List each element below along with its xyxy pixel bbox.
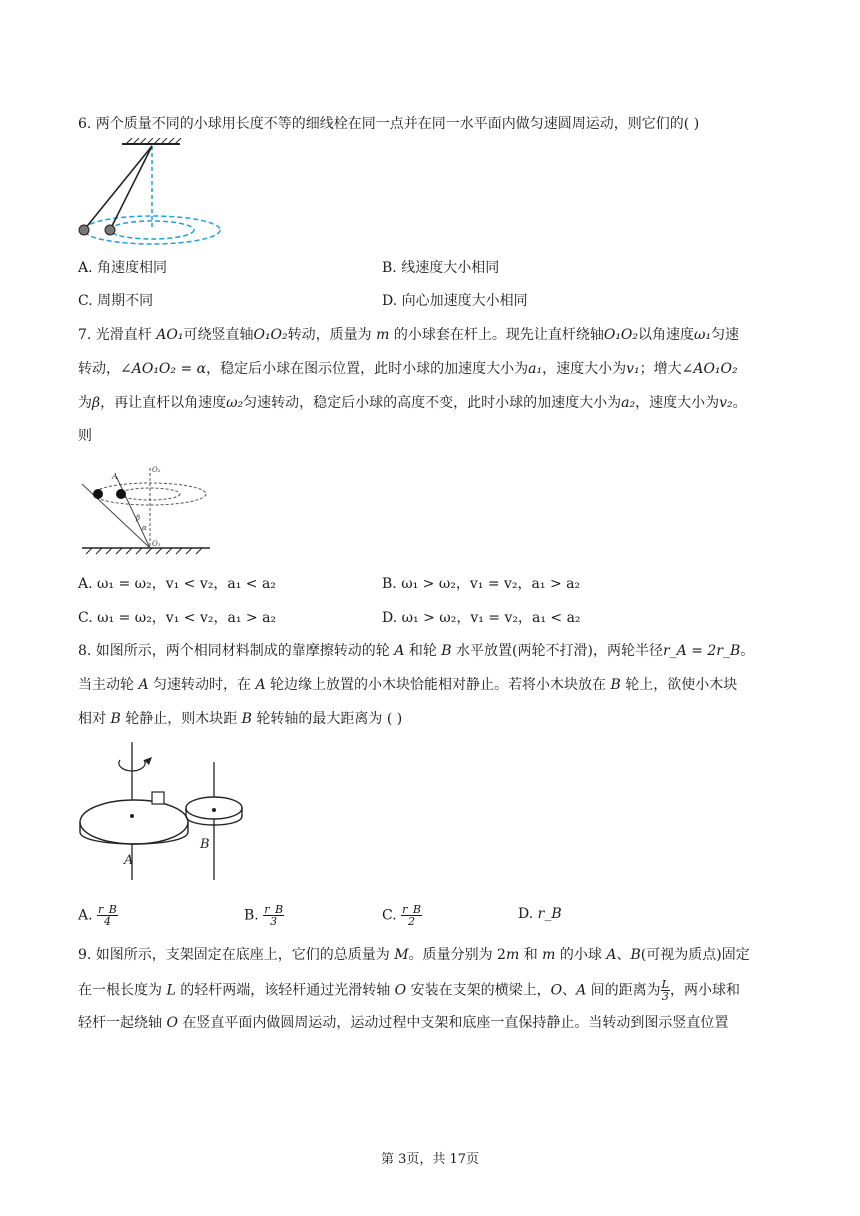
q8-figure <box>78 740 250 885</box>
q6-option-d: D. 向心加速度大小相同 <box>382 293 528 309</box>
q8-label-b: B <box>200 837 210 852</box>
q7-label-beta: β <box>136 514 141 522</box>
q8-label-a: A <box>124 853 134 868</box>
q9-line-1: 9. 如图所示，支架固定在底座上，它们的总质量为 M。质量分别为 2m 和 m 的小球 A、B(可视为质点)固定 <box>78 947 750 963</box>
q6-option-a: A. 角速度相同 <box>78 260 168 276</box>
q6-figure <box>76 138 226 248</box>
q7-label-a: A <box>112 472 118 481</box>
q9-line-3: 轻杆一起绕轴 O 在竖直平面内做圆周运动，运动过程中支架和底座一直保持静止。当转动到图示竖直位置 <box>78 1015 729 1031</box>
q8-line-3: 相对 B 轮静止，则木块距 B 轮转轴的最大距离为 ( ) <box>78 711 403 727</box>
q7-label-o2: O₂ <box>152 466 161 474</box>
q7-option-c: C. ω₁ = ω₂，v₁ < v₂，a₁ > a₂ <box>78 610 277 626</box>
q8-option-d: D. r_B <box>518 906 562 922</box>
q8-option-c: C. $\frac{r\_B}{2}$ <box>382 903 421 928</box>
q7-figure <box>78 462 214 556</box>
q7-line-1: 7. 光滑直杆 AO₁可绕竖直轴O₁O₂转动，质量为 m 的小球套在杆上。现先让直杆绕轴O₁O₂以角速度ω₁匀速 <box>78 327 740 343</box>
q7-line-2: 转动，∠AO₁O₂ = α，稳定后小球在图示位置，此时小球的加速度大小为a₁，速度大小为v₁；增大∠AO₁O₂ <box>78 361 738 377</box>
q8-line-1: 8. 如图所示，两个相同材料制成的靠摩擦转动的轮 A 和轮 B 水平放置(两轮不打滑)，两轮半径r_A = 2r_B。 <box>78 643 755 659</box>
q8-option-a: A. $\frac{r\_B}{4}$ <box>78 903 117 928</box>
q6-option-b: B. 线速度大小相同 <box>382 260 500 276</box>
q8-line-2: 当主动轮 A 匀速转动时，在 A 轮边缘上放置的小木块恰能相对静止。若将小木块放在 B 轮上，欲使小木块 <box>78 677 738 693</box>
page-footer: 第 3页，共 17页 <box>380 1152 480 1167</box>
q7-line-3: 为β，再让直杆以角速度ω₂匀速转动，稳定后小球的高度不变，此时小球的加速度大小为a₂，速度大小为v₂。 <box>78 395 747 411</box>
q6-option-c: C. 周期不同 <box>78 293 154 309</box>
q6-stem: 6. 两个质量不同的小球用长度不等的细线栓在同一点并在同一水平面内做匀速圆周运动，则它们的( ) <box>78 116 700 132</box>
q9-line-2: 在一根长度为 L 的轻杆两端，该轻杆通过光滑转轴 O 安装在支架的横梁上，O、A 间的距离为 $\frac{L}{3}$ ，两小球和 <box>78 978 740 1003</box>
q7-option-b: B. ω₁ > ω₂，v₁ = v₂，a₁ > a₂ <box>382 576 581 592</box>
q7-line-4: 则 <box>78 428 92 444</box>
q7-option-d: D. ω₁ > ω₂，v₁ = v₂，a₁ < a₂ <box>382 610 581 626</box>
q7-label-alpha: α <box>142 524 147 532</box>
q7-option-a: A. ω₁ = ω₂，v₁ < v₂，a₁ < a₂ <box>78 576 276 592</box>
q8-option-b: B. $\frac{r\_B}{3}$ <box>244 903 284 928</box>
q7-label-o1: O₁ <box>152 540 161 548</box>
